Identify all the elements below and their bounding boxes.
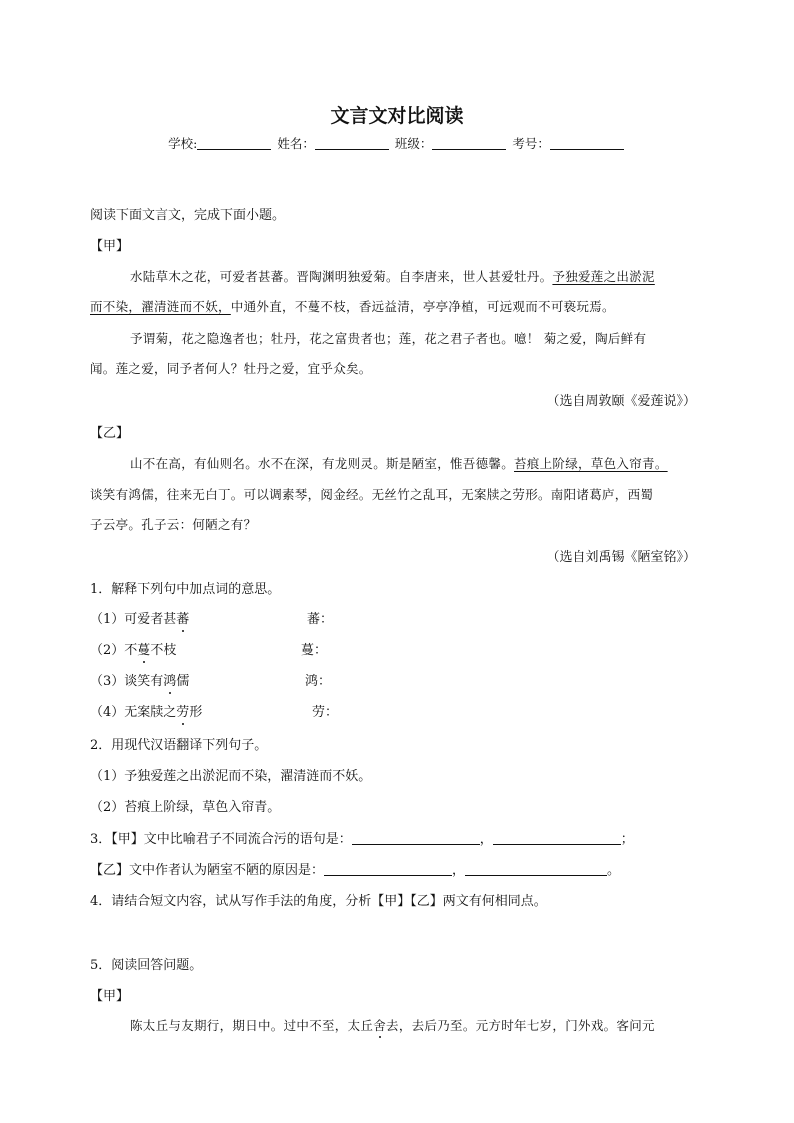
passage-text: 水陆草木之花，可爱者甚蕃。晋陶渊明独爱菊。自李唐来，世人甚爱牡丹。 — [130, 269, 553, 284]
question-1-answer-2[interactable]: 蔓： — [301, 643, 328, 658]
dotted-word: 劳 — [176, 705, 190, 720]
question-1-answer-1[interactable]: 蕃： — [307, 612, 334, 627]
answer-blank[interactable] — [324, 862, 452, 876]
passage-jia-line-3: 予谓菊，花之隐逸者也；牡丹，花之富贵者也；莲，花之君子者也。噫！ 菊之爱，陶后鲜有 — [130, 331, 647, 346]
question-3-line-2 — [90, 859, 620, 878]
passage-yi-line-3: 子云亭。孔子云：何陋之有？ — [90, 517, 257, 532]
question-1-item-2 — [90, 639, 176, 658]
answer-blank[interactable] — [352, 831, 480, 845]
question-1-item-3 — [90, 670, 189, 689]
school-blank[interactable] — [197, 136, 271, 150]
passage-jia-label: 【甲】 — [90, 239, 130, 254]
item-text: 形 — [189, 705, 203, 720]
question-text: 【乙】文中作者认为陋室不陋的原因是： — [90, 863, 325, 878]
underlined-sentence: 予独爱莲之出淤泥 — [552, 269, 655, 284]
item-text: 可爱者甚 — [124, 612, 177, 627]
passage-jia-line-4: 闻。莲之爱，同予者何人？牡丹之爱，宜乎众矣。 — [90, 361, 372, 376]
question-1-item-1 — [90, 608, 189, 627]
punctuation: 。 — [607, 863, 621, 878]
underlined-sentence: 而不染，濯清涟而不妖， — [90, 299, 231, 314]
dotted-word: 蕃 — [176, 612, 190, 627]
question-3-line-1 — [90, 828, 634, 847]
exam-no-label: 考号： — [512, 136, 550, 151]
question-2-stem: 2．用现代汉语翻译下列句子。 — [90, 738, 268, 753]
item-number: （4） — [90, 705, 125, 720]
item-number: （3） — [90, 674, 125, 689]
passage-jia-line-2 — [90, 297, 615, 315]
question-1-answer-3[interactable]: 鸿： — [305, 674, 332, 689]
page-title: 文言文对比阅读 — [330, 105, 464, 127]
item-text: 谈笑有 — [124, 674, 164, 689]
punctuation: ， — [479, 832, 493, 847]
item-number: （1） — [90, 612, 125, 627]
punctuation: ， — [452, 863, 466, 878]
dotted-word: 蔓 — [137, 643, 151, 658]
question-2-item-1: （1）予独爱莲之出淤泥而不染，濯清涟而不妖。 — [90, 769, 372, 784]
passage-jia-line-1 — [130, 267, 655, 285]
passage-text: 山不在高，有仙则名。水不在深，有龙则灵。斯是陋室，惟吾德馨。 — [130, 456, 515, 471]
intro-text: 阅读下面文言文，完成下面小题。 — [90, 208, 286, 223]
item-text: 不 — [124, 643, 138, 658]
passage-yi-source: （选自刘禹锡《陋室铭》） — [546, 550, 696, 565]
question-2-item-2: （2）苔痕上阶绿，草色入帘青。 — [90, 800, 281, 815]
answer-blank[interactable] — [465, 862, 607, 876]
dotted-word: 舍 — [373, 1018, 387, 1033]
question-1-item-4 — [90, 701, 202, 720]
passage-jia-source: （选自周敦颐《爱莲说》） — [546, 394, 696, 409]
question-1-answer-4[interactable]: 劳： — [312, 705, 339, 720]
question-text: 3．【甲】文中比喻君子不同流合污的语句是： — [90, 832, 352, 847]
name-blank[interactable] — [315, 136, 389, 150]
item-number: （2） — [90, 643, 125, 658]
passage-text: 中通外直，不蔓不枝，香远益清，亭亭净植，可远观而不可亵玩焉。 — [230, 299, 615, 314]
class-label: 班级： — [394, 136, 433, 151]
passage-yi-line-2: 谈笑有鸿儒，往来无白丁。可以调素琴，阅金经。无丝竹之乱耳，无案牍之劳形。南阳诸葛庐，西蜀 — [90, 487, 654, 502]
passage-yi-line-1 — [130, 454, 668, 472]
question-1-stem: 1．解释下列句中加点词的意思。 — [90, 582, 281, 597]
passage-text: 去，去后乃至。元方时年七岁，门外戏。客问元 — [386, 1018, 655, 1033]
passage-yi-label: 【乙】 — [90, 426, 130, 441]
underlined-sentence: 苔痕上阶绿，草色入帘青。 — [514, 456, 668, 471]
question-5-stem: 5．阅读回答问题。 — [90, 958, 203, 973]
item-text: 无案牍之 — [124, 705, 177, 720]
passage-text: 陈太丘与友期行，期日中。过中不至，太丘 — [130, 1018, 374, 1033]
answer-blank[interactable] — [493, 831, 621, 845]
question-5-passage-label: 【甲】 — [90, 989, 130, 1004]
question-4: 4．请结合短文内容，试从写作手法的角度，分析【甲】【乙】两文有何相同点。 — [90, 894, 547, 909]
student-info-line — [0, 134, 794, 152]
punctuation: ； — [620, 832, 634, 847]
item-text: 儒 — [176, 674, 190, 689]
class-blank[interactable] — [432, 136, 506, 150]
question-5-passage-line-1 — [130, 1016, 655, 1034]
exam-no-blank[interactable] — [550, 136, 624, 150]
name-label: 姓名： — [277, 136, 315, 151]
item-text: 不枝 — [150, 643, 177, 658]
school-label: 学校: — [168, 136, 198, 151]
dotted-word: 鸿 — [163, 674, 177, 689]
